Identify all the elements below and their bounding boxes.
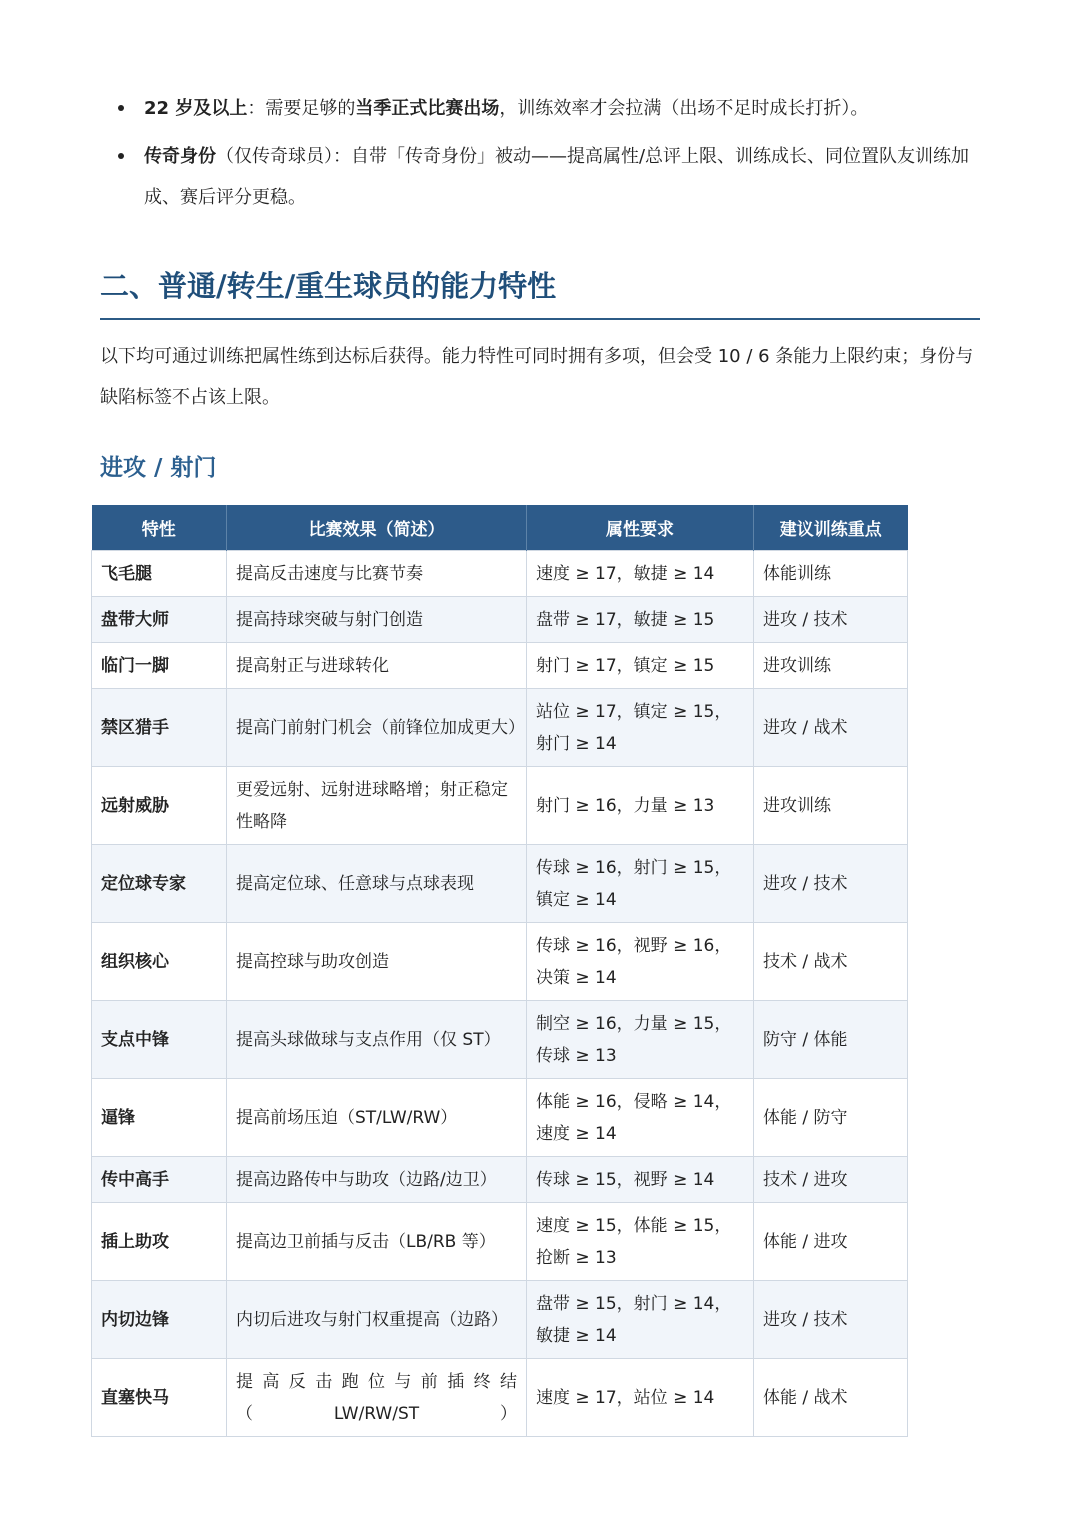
table-row [92,1359,908,1437]
trait-name: 传中高手 [92,1157,227,1203]
subsection-heading: 进攻 / 射门 [100,455,217,481]
bullet-text: ：需要足够的 [247,98,356,119]
trait-effect: 提高控球与助攻创造 [227,923,527,1001]
trait-effect: 提高定位球、任意球与点球表现 [227,845,527,923]
trait-requirement: 速度 ≥ 15，体能 ≥ 15，抢断 ≥ 13 [527,1203,754,1281]
trait-name: 插上助攻 [92,1203,227,1281]
bullet-item-age [118,88,998,129]
trait-training: 进攻 / 技术 [754,1281,908,1359]
trait-name: 飞毛腿 [92,551,227,597]
trait-training: 技术 / 战术 [754,923,908,1001]
column-header: 属性要求 [527,505,754,551]
trait-effect: 内切后进攻与射门权重提高（边路） [227,1281,527,1359]
trait-effect: 提高边路传中与助攻（边路/边卫） [227,1157,527,1203]
trait-requirement: 传球 ≥ 16，视野 ≥ 16，决策 ≥ 14 [527,923,754,1001]
section-heading: 二、普通/转生/重生球员的能力特性 [100,262,980,320]
trait-name: 盘带大师 [92,597,227,643]
trait-name: 定位球专家 [92,845,227,923]
table-row [92,1001,908,1079]
trait-training: 体能 / 战术 [754,1359,908,1437]
column-header: 建议训练重点 [754,505,908,551]
trait-requirement: 速度 ≥ 17，敏捷 ≥ 14 [527,551,754,597]
trait-requirement: 射门 ≥ 17，镇定 ≥ 15 [527,643,754,689]
trait-requirement: 体能 ≥ 16，侵略 ≥ 14，速度 ≥ 14 [527,1079,754,1157]
table-row [92,767,908,845]
table-row [92,845,908,923]
traits-table [91,505,908,1437]
trait-name: 禁区猎手 [92,689,227,767]
trait-effect: 提高前场压迫（ST/LW/RW） [227,1079,527,1157]
bullet-bold: 传奇身份 [144,146,216,167]
table-row [92,1203,908,1281]
trait-training: 进攻 / 技术 [754,597,908,643]
trait-name: 组织核心 [92,923,227,1001]
trait-effect: 提高反击速度与比赛节奏 [227,551,527,597]
trait-requirement: 传球 ≥ 16，射门 ≥ 15，镇定 ≥ 14 [527,845,754,923]
trait-training: 进攻 / 技术 [754,845,908,923]
trait-training: 防守 / 体能 [754,1001,908,1079]
trait-requirement: 射门 ≥ 16，力量 ≥ 13 [527,767,754,845]
trait-effect: 更爱远射、远射进球略增；射正稳定性略降 [227,767,527,845]
bullet-dot-icon [118,153,124,159]
trait-requirement: 速度 ≥ 17，站位 ≥ 14 [527,1359,754,1437]
trait-effect: 提高射正与进球转化 [227,643,527,689]
trait-training: 体能 / 进攻 [754,1203,908,1281]
trait-effect: 提高持球突破与射门创造 [227,597,527,643]
bullet-dot-icon [118,105,124,111]
trait-effect: 提高门前射门机会（前锋位加成更大） [227,689,527,767]
trait-training: 体能 / 防守 [754,1079,908,1157]
bullet-item-legend [118,136,998,218]
table-row [92,643,908,689]
trait-name: 临门一脚 [92,643,227,689]
trait-effect: 提高边卫前插与反击（LB/RB 等） [227,1203,527,1281]
trait-requirement: 盘带 ≥ 17，敏捷 ≥ 15 [527,597,754,643]
table-row [92,689,908,767]
bullet-bold: 22 岁及以上 [144,98,248,119]
table-row [92,1281,908,1359]
trait-effect: 提高头球做球与支点作用（仅 ST） [227,1001,527,1079]
bullet-bold: 当季正式比赛出场 [355,98,500,119]
trait-training: 进攻训练 [754,767,908,845]
trait-effect: 提高反击跑位与前插终结（LW/RW/ST） [227,1359,527,1437]
trait-name: 逼锋 [92,1079,227,1157]
table-row [92,597,908,643]
column-header: 特性 [92,505,227,551]
trait-name: 直塞快马 [92,1359,227,1437]
section-intro: 以下均可通过训练把属性练到达标后获得。能力特性可同时拥有多项，但会受 10 / 6 条能力上限约束；身份与缺陷标签不占该上限。 [100,346,974,408]
trait-training: 技术 / 进攻 [754,1157,908,1203]
trait-name: 支点中锋 [92,1001,227,1079]
bullet-text: ，训练效率才会拉满（出场不足时成长打折）。 [499,98,869,119]
column-header: 比赛效果（简述） [227,505,527,551]
table-header-row [92,505,908,551]
table-row [92,1157,908,1203]
trait-requirement: 制空 ≥ 16，力量 ≥ 15，传球 ≥ 13 [527,1001,754,1079]
table-row [92,923,908,1001]
trait-name: 内切边锋 [92,1281,227,1359]
bullet-text: （仅传奇球员）：自带「传奇身份」被动——提高属性/总评上限、训练成长、同位置队友训练加成、赛后评分更稳。 [144,146,970,208]
table-row [92,551,908,597]
bullet-list [118,88,998,225]
trait-training: 体能训练 [754,551,908,597]
trait-requirement: 盘带 ≥ 15，射门 ≥ 14，敏捷 ≥ 14 [527,1281,754,1359]
trait-name: 远射威胁 [92,767,227,845]
trait-training: 进攻训练 [754,643,908,689]
trait-requirement: 站位 ≥ 17，镇定 ≥ 15，射门 ≥ 14 [527,689,754,767]
trait-requirement: 传球 ≥ 15，视野 ≥ 14 [527,1157,754,1203]
trait-training: 进攻 / 战术 [754,689,908,767]
table-row [92,1079,908,1157]
